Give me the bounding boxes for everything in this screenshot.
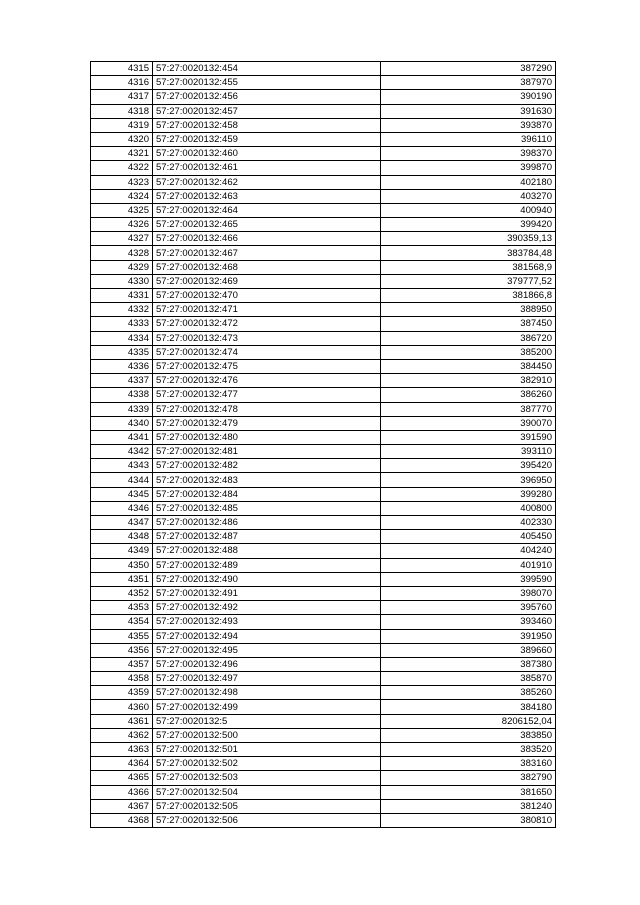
cadastral-number-cell: 57:27:0020132:504 <box>153 785 381 799</box>
table-row <box>91 218 556 232</box>
row-number-cell: 4323 <box>91 175 153 189</box>
table-row <box>91 132 556 146</box>
cadastral-number-cell: 57:27:0020132:500 <box>153 728 381 742</box>
row-number-cell: 4367 <box>91 799 153 813</box>
cadastral-number-cell: 57:27:0020132:489 <box>153 558 381 572</box>
row-number-cell: 4354 <box>91 615 153 629</box>
value-cell: 391590 <box>381 430 556 444</box>
cadastral-number-cell: 57:27:0020132:467 <box>153 246 381 260</box>
cadastral-number-cell: 57:27:0020132:457 <box>153 104 381 118</box>
row-number-cell: 4350 <box>91 558 153 572</box>
table-row <box>91 487 556 501</box>
cadastral-number-cell: 57:27:0020132:493 <box>153 615 381 629</box>
cadastral-number-cell: 57:27:0020132:469 <box>153 274 381 288</box>
cadastral-number-cell: 57:27:0020132:455 <box>153 76 381 90</box>
table-row <box>91 643 556 657</box>
table-row <box>91 175 556 189</box>
value-cell: 385200 <box>381 345 556 359</box>
table-row <box>91 813 556 827</box>
cadastral-number-cell: 57:27:0020132:487 <box>153 530 381 544</box>
cadastral-number-cell: 57:27:0020132:481 <box>153 445 381 459</box>
table-row <box>91 700 556 714</box>
row-number-cell: 4364 <box>91 757 153 771</box>
cadastral-number-cell: 57:27:0020132:473 <box>153 331 381 345</box>
row-number-cell: 4361 <box>91 714 153 728</box>
row-number-cell: 4344 <box>91 473 153 487</box>
cadastral-number-cell: 57:27:0020132:479 <box>153 416 381 430</box>
value-cell: 384180 <box>381 700 556 714</box>
table-row <box>91 799 556 813</box>
value-cell: 381568,9 <box>381 260 556 274</box>
value-cell: 386720 <box>381 331 556 345</box>
cadastral-number-cell: 57:27:0020132:459 <box>153 132 381 146</box>
table-row <box>91 289 556 303</box>
table-row <box>91 430 556 444</box>
row-number-cell: 4366 <box>91 785 153 799</box>
table-row <box>91 743 556 757</box>
cadastral-number-cell: 57:27:0020132:483 <box>153 473 381 487</box>
value-cell: 382910 <box>381 374 556 388</box>
row-number-cell: 4357 <box>91 657 153 671</box>
cadastral-number-cell: 57:27:0020132:477 <box>153 388 381 402</box>
table-row <box>91 118 556 132</box>
value-cell: 385870 <box>381 672 556 686</box>
table-row <box>91 601 556 615</box>
table-row <box>91 161 556 175</box>
row-number-cell: 4322 <box>91 161 153 175</box>
row-number-cell: 4349 <box>91 544 153 558</box>
cadastral-number-cell: 57:27:0020132:482 <box>153 459 381 473</box>
table-row <box>91 501 556 515</box>
value-cell: 381650 <box>381 785 556 799</box>
value-cell: 390359,13 <box>381 232 556 246</box>
value-cell: 8206152,04 <box>381 714 556 728</box>
table-row <box>91 147 556 161</box>
cadastral-number-cell: 57:27:0020132:468 <box>153 260 381 274</box>
row-number-cell: 4368 <box>91 813 153 827</box>
cadastral-number-cell: 57:27:0020132:464 <box>153 203 381 217</box>
value-cell: 384450 <box>381 359 556 373</box>
cadastral-value-table <box>90 61 556 828</box>
table-row <box>91 771 556 785</box>
row-number-cell: 4327 <box>91 232 153 246</box>
value-cell: 387770 <box>381 402 556 416</box>
cadastral-number-cell: 57:27:0020132:501 <box>153 743 381 757</box>
cadastral-number-cell: 57:27:0020132:484 <box>153 487 381 501</box>
row-number-cell: 4330 <box>91 274 153 288</box>
row-number-cell: 4340 <box>91 416 153 430</box>
row-number-cell: 4333 <box>91 317 153 331</box>
value-cell: 398370 <box>381 147 556 161</box>
table-row <box>91 303 556 317</box>
table-row <box>91 672 556 686</box>
row-number-cell: 4324 <box>91 189 153 203</box>
value-cell: 387290 <box>381 62 556 76</box>
value-cell: 399590 <box>381 572 556 586</box>
value-cell: 404240 <box>381 544 556 558</box>
table-row <box>91 274 556 288</box>
cadastral-number-cell: 57:27:0020132:454 <box>153 62 381 76</box>
cadastral-number-cell: 57:27:0020132:466 <box>153 232 381 246</box>
value-cell: 403270 <box>381 189 556 203</box>
row-number-cell: 4321 <box>91 147 153 161</box>
row-number-cell: 4336 <box>91 359 153 373</box>
cadastral-number-cell: 57:27:0020132:478 <box>153 402 381 416</box>
cadastral-number-cell: 57:27:0020132:505 <box>153 799 381 813</box>
cadastral-number-cell: 57:27:0020132:496 <box>153 657 381 671</box>
value-cell: 391630 <box>381 104 556 118</box>
table-row <box>91 629 556 643</box>
value-cell: 391950 <box>381 629 556 643</box>
row-number-cell: 4332 <box>91 303 153 317</box>
row-number-cell: 4360 <box>91 700 153 714</box>
table-row <box>91 203 556 217</box>
cadastral-number-cell: 57:27:0020132:458 <box>153 118 381 132</box>
table-row <box>91 317 556 331</box>
cadastral-number-cell: 57:27:0020132:463 <box>153 189 381 203</box>
value-cell: 387380 <box>381 657 556 671</box>
cadastral-number-cell: 57:27:0020132:494 <box>153 629 381 643</box>
value-cell: 379777,52 <box>381 274 556 288</box>
value-cell: 395760 <box>381 601 556 615</box>
table-row <box>91 572 556 586</box>
value-cell: 399280 <box>381 487 556 501</box>
cadastral-number-cell: 57:27:0020132:498 <box>153 686 381 700</box>
value-cell: 389660 <box>381 643 556 657</box>
row-number-cell: 4319 <box>91 118 153 132</box>
table-row <box>91 445 556 459</box>
cadastral-number-cell: 57:27:0020132:499 <box>153 700 381 714</box>
table-row <box>91 90 556 104</box>
cadastral-number-cell: 57:27:0020132:460 <box>153 147 381 161</box>
table-row <box>91 345 556 359</box>
row-number-cell: 4326 <box>91 218 153 232</box>
value-cell: 393870 <box>381 118 556 132</box>
table-row <box>91 558 556 572</box>
value-cell: 383850 <box>381 728 556 742</box>
value-cell: 383520 <box>381 743 556 757</box>
cadastral-number-cell: 57:27:0020132:475 <box>153 359 381 373</box>
table-row <box>91 246 556 260</box>
row-number-cell: 4342 <box>91 445 153 459</box>
value-cell: 393110 <box>381 445 556 459</box>
row-number-cell: 4353 <box>91 601 153 615</box>
cadastral-number-cell: 57:27:0020132:5 <box>153 714 381 728</box>
cadastral-number-cell: 57:27:0020132:476 <box>153 374 381 388</box>
table-row <box>91 657 556 671</box>
table-row <box>91 686 556 700</box>
table-row <box>91 189 556 203</box>
row-number-cell: 4317 <box>91 90 153 104</box>
value-cell: 400940 <box>381 203 556 217</box>
value-cell: 382790 <box>381 771 556 785</box>
value-cell: 396110 <box>381 132 556 146</box>
cadastral-number-cell: 57:27:0020132:480 <box>153 430 381 444</box>
cadastral-number-cell: 57:27:0020132:488 <box>153 544 381 558</box>
cadastral-number-cell: 57:27:0020132:485 <box>153 501 381 515</box>
value-cell: 381866,8 <box>381 289 556 303</box>
value-cell: 388950 <box>381 303 556 317</box>
row-number-cell: 4347 <box>91 516 153 530</box>
table-body <box>91 62 556 828</box>
table-row <box>91 785 556 799</box>
value-cell: 399420 <box>381 218 556 232</box>
row-number-cell: 4337 <box>91 374 153 388</box>
cadastral-number-cell: 57:27:0020132:470 <box>153 289 381 303</box>
cadastral-number-cell: 57:27:0020132:465 <box>153 218 381 232</box>
table-row <box>91 615 556 629</box>
value-cell: 390190 <box>381 90 556 104</box>
cadastral-number-cell: 57:27:0020132:474 <box>153 345 381 359</box>
row-number-cell: 4341 <box>91 430 153 444</box>
row-number-cell: 4351 <box>91 572 153 586</box>
value-cell: 405450 <box>381 530 556 544</box>
row-number-cell: 4318 <box>91 104 153 118</box>
value-cell: 398070 <box>381 586 556 600</box>
value-cell: 387970 <box>381 76 556 90</box>
value-cell: 383784,48 <box>381 246 556 260</box>
row-number-cell: 4348 <box>91 530 153 544</box>
cadastral-number-cell: 57:27:0020132:456 <box>153 90 381 104</box>
cadastral-number-cell: 57:27:0020132:486 <box>153 516 381 530</box>
row-number-cell: 4355 <box>91 629 153 643</box>
table-row <box>91 416 556 430</box>
table-row <box>91 586 556 600</box>
row-number-cell: 4315 <box>91 62 153 76</box>
table-row <box>91 757 556 771</box>
row-number-cell: 4345 <box>91 487 153 501</box>
cadastral-number-cell: 57:27:0020132:492 <box>153 601 381 615</box>
value-cell: 387450 <box>381 317 556 331</box>
table-row <box>91 473 556 487</box>
value-cell: 385260 <box>381 686 556 700</box>
cadastral-number-cell: 57:27:0020132:502 <box>153 757 381 771</box>
value-cell: 402180 <box>381 175 556 189</box>
table-row <box>91 516 556 530</box>
table-row <box>91 331 556 345</box>
cadastral-number-cell: 57:27:0020132:490 <box>153 572 381 586</box>
row-number-cell: 4346 <box>91 501 153 515</box>
value-cell: 393460 <box>381 615 556 629</box>
table-row <box>91 714 556 728</box>
row-number-cell: 4365 <box>91 771 153 785</box>
row-number-cell: 4362 <box>91 728 153 742</box>
value-cell: 400800 <box>381 501 556 515</box>
value-cell: 402330 <box>381 516 556 530</box>
row-number-cell: 4334 <box>91 331 153 345</box>
row-number-cell: 4320 <box>91 132 153 146</box>
row-number-cell: 4328 <box>91 246 153 260</box>
value-cell: 399870 <box>381 161 556 175</box>
value-cell: 395420 <box>381 459 556 473</box>
row-number-cell: 4363 <box>91 743 153 757</box>
value-cell: 386260 <box>381 388 556 402</box>
cadastral-number-cell: 57:27:0020132:495 <box>153 643 381 657</box>
row-number-cell: 4358 <box>91 672 153 686</box>
table-row <box>91 544 556 558</box>
value-cell: 381240 <box>381 799 556 813</box>
row-number-cell: 4339 <box>91 402 153 416</box>
value-cell: 396950 <box>381 473 556 487</box>
row-number-cell: 4356 <box>91 643 153 657</box>
cadastral-number-cell: 57:27:0020132:461 <box>153 161 381 175</box>
cadastral-number-cell: 57:27:0020132:462 <box>153 175 381 189</box>
row-number-cell: 4359 <box>91 686 153 700</box>
cadastral-number-cell: 57:27:0020132:506 <box>153 813 381 827</box>
row-number-cell: 4329 <box>91 260 153 274</box>
table-row <box>91 62 556 76</box>
table-row <box>91 104 556 118</box>
cadastral-number-cell: 57:27:0020132:472 <box>153 317 381 331</box>
value-cell: 390070 <box>381 416 556 430</box>
value-cell: 401910 <box>381 558 556 572</box>
table-row <box>91 459 556 473</box>
table-row <box>91 530 556 544</box>
cadastral-number-cell: 57:27:0020132:471 <box>153 303 381 317</box>
table-row <box>91 402 556 416</box>
value-cell: 380810 <box>381 813 556 827</box>
table-row <box>91 232 556 246</box>
cadastral-number-cell: 57:27:0020132:503 <box>153 771 381 785</box>
table-row <box>91 76 556 90</box>
row-number-cell: 4352 <box>91 586 153 600</box>
row-number-cell: 4335 <box>91 345 153 359</box>
table-row <box>91 374 556 388</box>
value-cell: 383160 <box>381 757 556 771</box>
table-row <box>91 388 556 402</box>
table-row <box>91 728 556 742</box>
cadastral-number-cell: 57:27:0020132:497 <box>153 672 381 686</box>
row-number-cell: 4325 <box>91 203 153 217</box>
row-number-cell: 4338 <box>91 388 153 402</box>
row-number-cell: 4316 <box>91 76 153 90</box>
row-number-cell: 4331 <box>91 289 153 303</box>
row-number-cell: 4343 <box>91 459 153 473</box>
cadastral-number-cell: 57:27:0020132:491 <box>153 586 381 600</box>
table-row <box>91 260 556 274</box>
table-row <box>91 359 556 373</box>
